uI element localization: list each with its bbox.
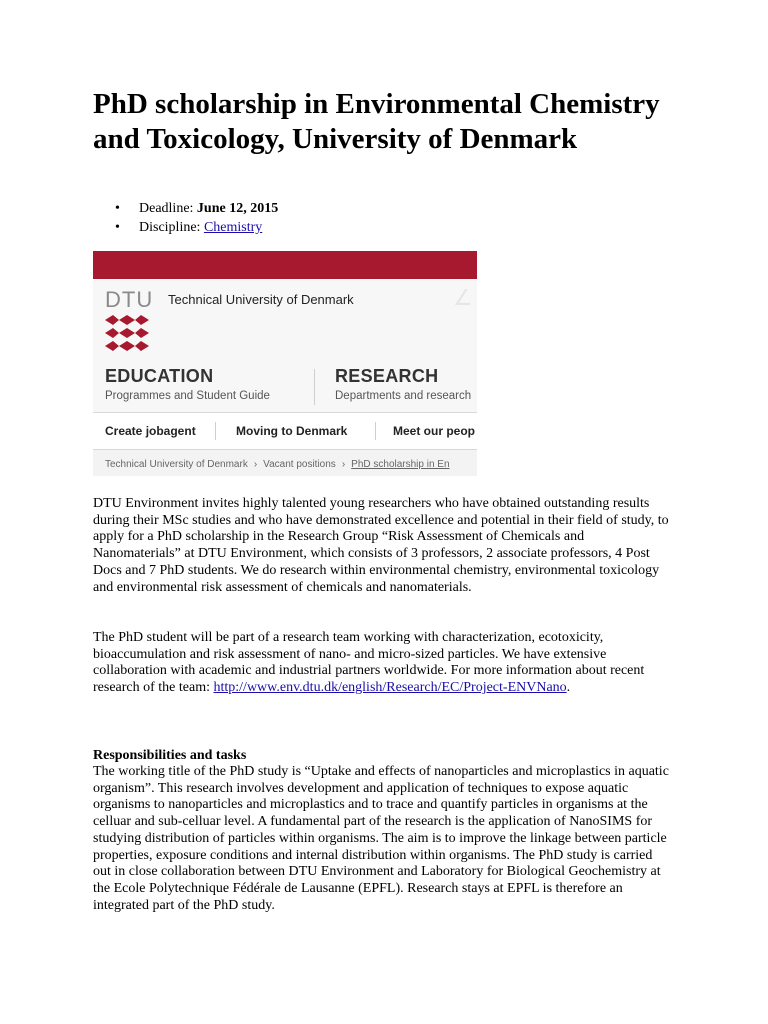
header-decoration-icon: ∠ [453, 285, 473, 310]
nav-education[interactable] [105, 366, 270, 402]
links-divider [93, 449, 477, 450]
breadcrumb-separator: › [341, 459, 346, 470]
discipline-label: Discipline: [139, 220, 201, 235]
breadcrumb-item[interactable]: Vacant positions [263, 459, 336, 470]
intro-paragraph: DTU Environment invites highly talented young researchers who have obtained outstanding results during their MSc studies and who have demonstrated excellence and potential in their field of study, to apply for a PhD scholarship in the Research Group “Risk Assessment of Chemicals and Nanomaterials” at DTU Environment, which consists of 3 professors, 2 associate professors, 4 Post Docs and 7 PhD students. We do research within environmental chemistry, environmental toxicology and environmental risk assessment of chemicals and nanomaterials. [93, 496, 669, 595]
page-title: PhD scholarship in Environmental Chemistry and Toxicology, University of Denmark [93, 88, 660, 155]
nav-research[interactable] [335, 366, 471, 402]
quick-links-bar [93, 413, 477, 449]
team-paragraph [93, 630, 673, 697]
discipline-item [93, 218, 278, 237]
link-divider [375, 422, 376, 440]
dtu-logo-icon [105, 315, 149, 351]
breadcrumb-current[interactable]: PhD scholarship in En [351, 459, 450, 470]
breadcrumb-item[interactable]: Technical University of Denmark [105, 459, 248, 470]
discipline-link[interactable]: Chemistry [203, 220, 263, 235]
job-meta-list [93, 199, 278, 237]
section-heading: Responsibilities and tasks [93, 748, 247, 763]
nav-research-subtitle: Departments and research [335, 390, 472, 402]
university-name: Technical University of Denmark [168, 292, 354, 307]
team-paragraph-text: The PhD student will be part of a research team working with characterization, ecotoxicity, bioaccumulation and risk assessment of nano- and micro-sized particles. We have extensive collaboration with academic and industrial partners worldwide. For more information about recent research of the team: [93, 630, 645, 696]
research-project-link[interactable]: http://www.env.dtu.dk/english/Research/EC/Project-ENVNano [213, 680, 567, 696]
link-create-jobagent[interactable]: Create jobagent [105, 424, 196, 438]
link-divider [215, 422, 216, 440]
nav-education-title: EDUCATION [105, 366, 214, 386]
dtu-red-topbar [93, 251, 477, 279]
deadline-label: Deadline: [139, 201, 194, 216]
dtu-website-screenshot [93, 251, 477, 476]
link-meet-our-people[interactable]: Meet our peop [393, 424, 476, 438]
nav-research-title: RESEARCH [335, 366, 439, 386]
deadline-item [93, 199, 278, 218]
team-paragraph-end: . [566, 680, 571, 696]
nav-education-subtitle: Programmes and Student Guide [105, 390, 270, 402]
nav-divider [314, 369, 315, 405]
link-moving-to-denmark[interactable]: Moving to Denmark [236, 424, 348, 438]
breadcrumb [105, 459, 450, 470]
responsibilities-paragraph: The working title of the PhD study is “Uptake and effects of nanoparticles and microplastics in aquatic organism”. This research involves development and application of techniques to expose aquatic organisms to nanoparticles and microplastics and to trace and quantify particles in organisms at the celluar and sub-celluar level. A fundamental part of the research is the application of NanoSIMS for studying distribution of particles within organisms. The aim is to improve the linkage between particle properties, exposure conditions and internal distribution within organisms. The PhD study is carried out in close collaboration between DTU Environment and Laboratory for Biological Geochemistry at the Ecole Polytechnique Fédérale de Lausanne (EPFL). Research stays at EPFL is therefore an integrated part of the PhD study. [93, 764, 669, 913]
deadline-value: June 12, 2015 [196, 201, 279, 216]
dtu-logo-text: DTU [105, 287, 154, 312]
breadcrumb-separator: › [253, 459, 258, 470]
